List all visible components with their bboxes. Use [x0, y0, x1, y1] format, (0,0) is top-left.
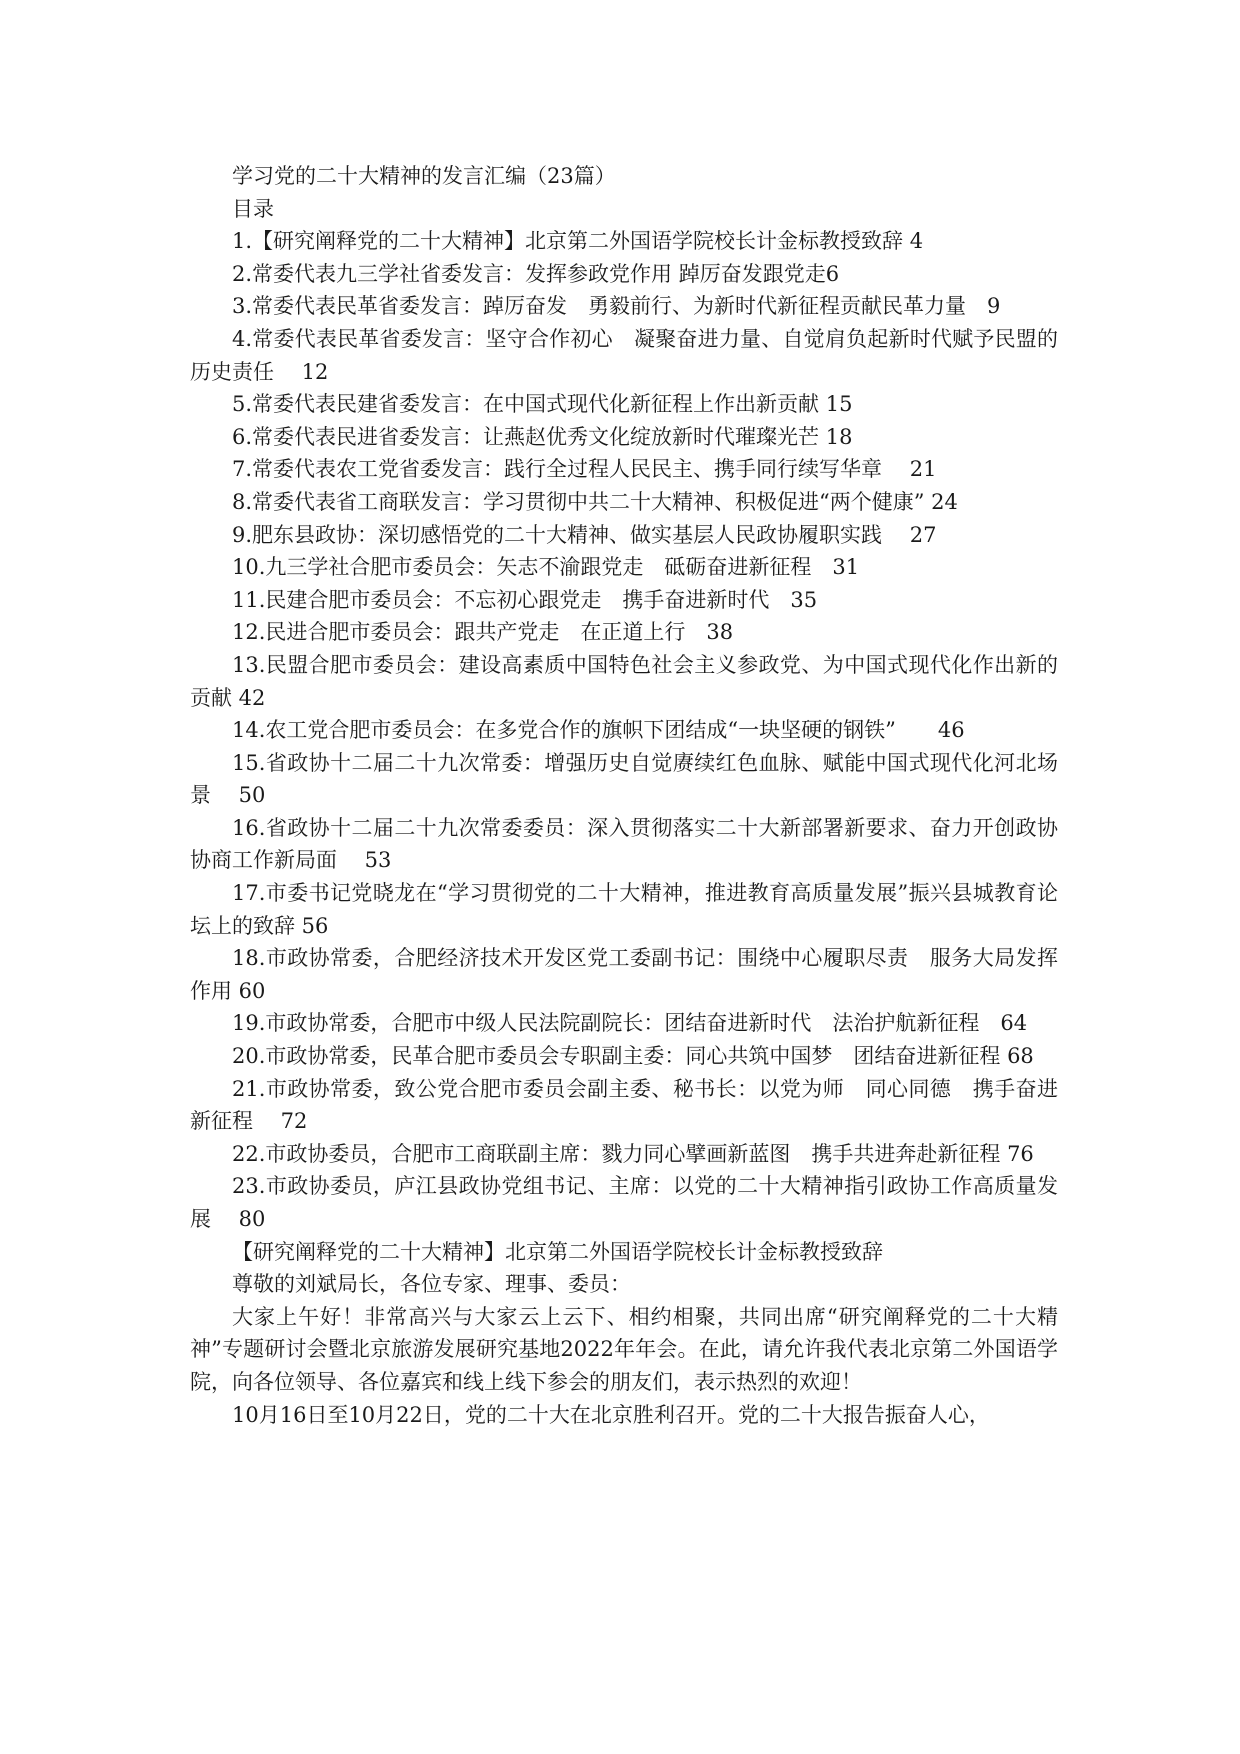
toc-entry: 13.民盟合肥市委员会：建设高素质中国特色社会主义参政党、为中国式现代化作出新的贡献 42: [190, 652, 1058, 710]
toc-entry: 18.市政协常委，合肥经济技术开发区党工委副书记：围绕中心履职尽责 服务大局发挥作用 60: [190, 946, 1058, 1003]
toc-entry: 23.市政协委员，庐江县政协党组书记、主席：以党的二十大精神指引政协工作高质量发展 80: [190, 1174, 1058, 1231]
toc-entry: 16.省政协十二届二十九次常委委员：深入贯彻落实二十大新部署新要求、奋力开创政协协商工作新局面 53: [190, 815, 1058, 873]
toc-entry: 11.民建合肥市委员会：不忘初心跟党走 携手奋进新时代 35: [232, 587, 818, 612]
document-page: [190, 160, 1058, 1431]
toc-entry: 7.常委代表农工党省委发言：践行全过程人民民主、携手同行续写华章 21: [232, 457, 937, 482]
toc-entry: 22.市政协委员，合肥市工商联副主席：戮力同心擘画新蓝图 携手共进奔赴新征程 76: [232, 1141, 1034, 1166]
toc-entry: 21.市政协常委，致公党合肥市委员会副主委、秘书长：以党为师 同心同德 携手奋进新征程 72: [190, 1076, 1058, 1134]
toc-entry: 2.常委代表九三学社省委发言：发挥参政党作用 踔厉奋发跟党走6: [232, 261, 840, 286]
toc-entry: 17.市委书记党晓龙在“学习贯彻党的二十大精神，推进教育高质量发展”振兴县城教育论坛上的致辞 56: [190, 881, 1058, 938]
body-paragraph: 10月16日至10月22日，党的二十大在北京胜利召开。党的二十大报告振奋人心，: [232, 1402, 990, 1427]
toc-entry: 14.农工党合肥市委员会：在多党合作的旗帜下团结成“一块坚硬的钢铁” 46: [232, 718, 965, 743]
toc-entry: 6.常委代表民进省委发言：让燕赵优秀文化绽放新时代璀璨光芒 18: [232, 424, 853, 449]
toc-entry: 4.常委代表民革省委发言：坚守合作初心 凝聚奋进力量、自觉肩负起新时代赋予民盟的历史责任 12: [190, 326, 1058, 384]
document-title: 学习党的二十大精神的发言汇编（23篇）: [232, 164, 616, 188]
toc-entry: 10.九三学社合肥市委员会：矢志不渝跟党走 砥砺奋进新征程 31: [232, 555, 860, 580]
toc-entry: 19.市政协常委，合肥市中级人民法院副院长：团结奋进新时代 法治护航新征程 64: [232, 1011, 1028, 1036]
toc-heading: 目录: [232, 196, 274, 221]
toc-entry: 8.常委代表省工商联发言：学习贯彻中共二十大精神、积极促进“两个健康” 24: [232, 489, 958, 514]
toc-entry: 20.市政协常委，民革合肥市委员会专职副主委：同心共筑中国梦 团结奋进新征程 68: [232, 1044, 1034, 1069]
toc-entry: 5.常委代表民建省委发言：在中国式现代化新征程上作出新贡献 15: [232, 392, 853, 417]
toc-entry: 1.【研究阐释党的二十大精神】北京第二外国语学院校长计金标教授致辞 4: [232, 229, 924, 254]
toc-entry: 12.民进合肥市委员会：跟共产党走 在正道上行 38: [232, 620, 734, 645]
body-paragraph: 大家上午好！非常高兴与大家云上云下、相约相聚，共同出席“研究阐释党的二十大精神”专题研讨会暨北京旅游发展研究基地2022年年会。在此，请允许我代表北京第二外国语学院，向各位领导、各位嘉宾和线上线下参会的朋友们，表示热烈的欢迎！: [190, 1304, 1058, 1394]
toc-entry: 15.省政协十二届二十九次常委：增强历史自觉赓续红色血脉、赋能中国式现代化河北场景 50: [190, 750, 1058, 808]
toc-entry: 9.肥东县政协：深切感悟党的二十大精神、做实基层人民政协履职实践 27: [232, 522, 937, 547]
toc-entry: 3.常委代表民革省委发言：踔厉奋发 勇毅前行、为新时代新征程贡献民革力量 9: [232, 294, 1001, 319]
section-title: 【研究阐释党的二十大精神】北京第二外国语学院校长计金标教授致辞: [232, 1239, 883, 1264]
salutation: 尊敬的刘斌局长，各位专家、理事、委员：: [232, 1272, 631, 1297]
